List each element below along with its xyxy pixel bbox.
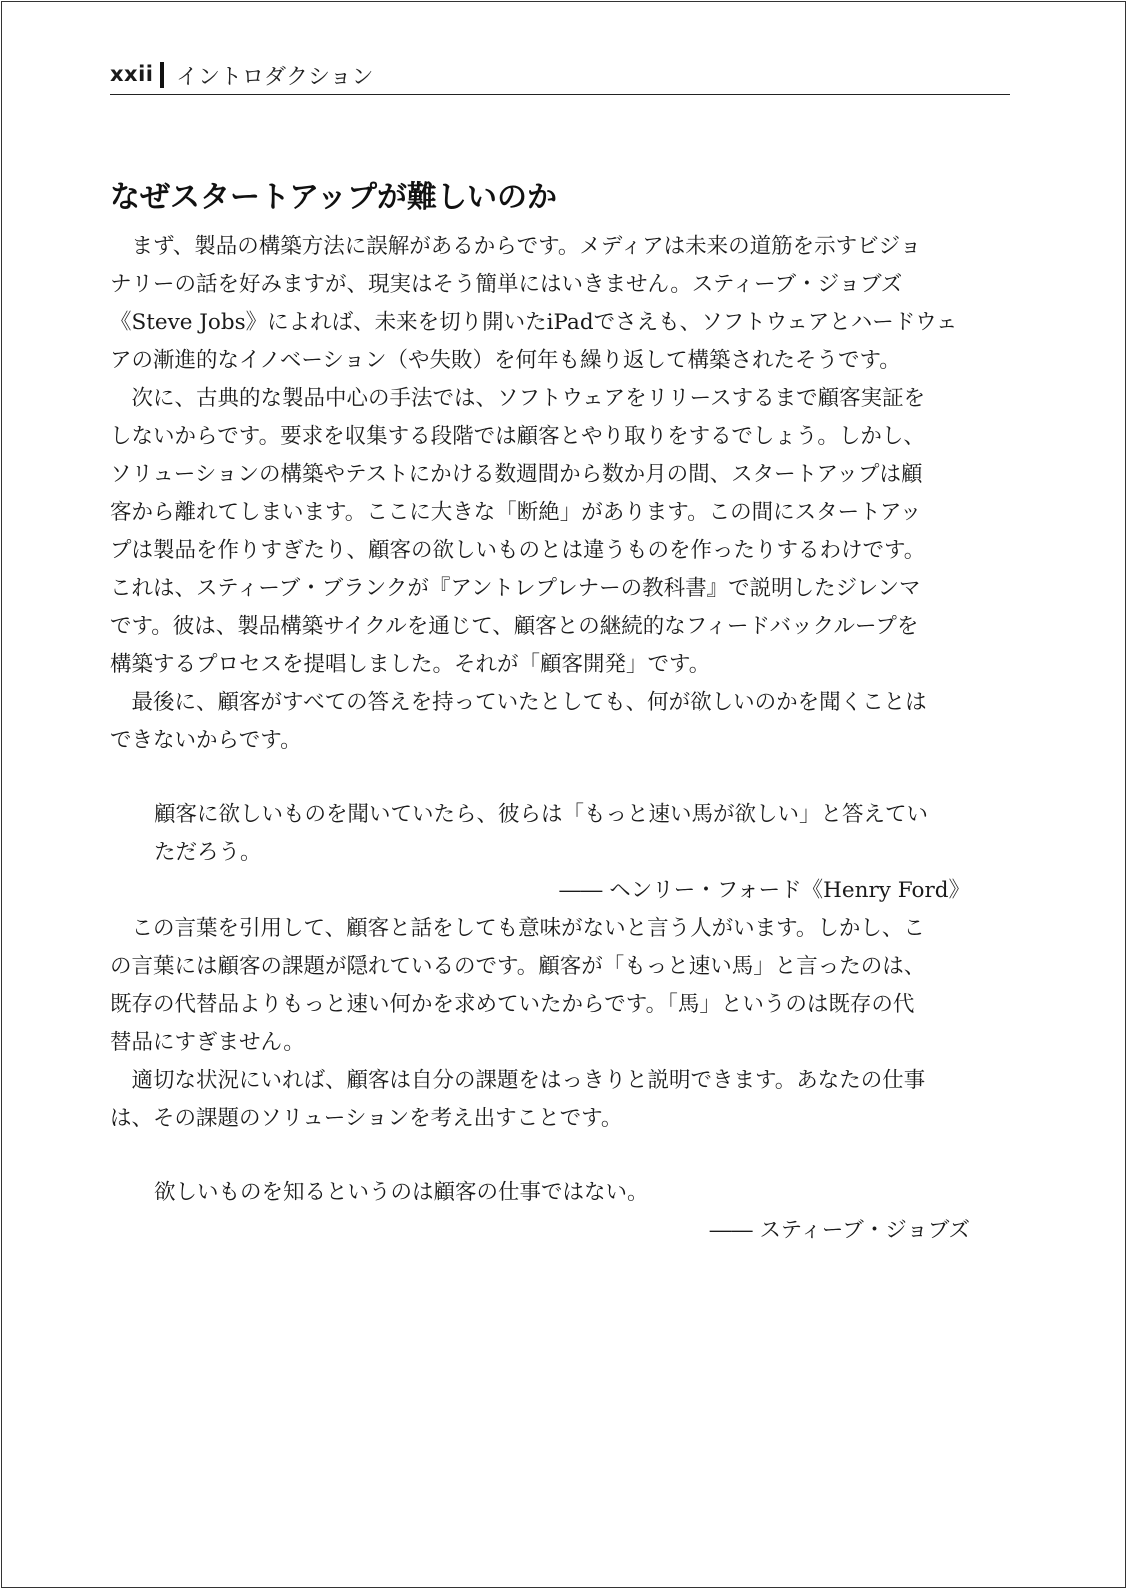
blockquote-ford (110, 796, 1000, 910)
text-line: しないからです。要求を収集する段階では顧客とやり取りをするでしょう。しかし、 (110, 424, 925, 449)
text-line: 替品にすぎません。 (110, 1030, 305, 1055)
text-line: これは、スティーブ・ブランクが『アントレプレナーの教科書』で説明したジレンマ (110, 576, 921, 601)
running-head (110, 58, 1010, 95)
text-line: 次に、古典的な製品中心の手法では、ソフトウェアをリリースするまで顧客実証を (110, 386, 926, 411)
quote-line: 欲しいものを知るというのは顧客の仕事ではない。 (154, 1180, 649, 1205)
page-number: xxii (110, 62, 154, 86)
spacer (110, 1138, 1000, 1174)
paragraph-1 (110, 228, 1000, 380)
text-line: この言葉を引用して、顧客と話をしても意味がないと言う人がいます。しかし、こ (110, 916, 925, 941)
text-line: 構築するプロセスを提唱しました。それが「顧客開発」です。 (110, 652, 711, 677)
blockquote-jobs (110, 1174, 1000, 1250)
text-line: の言葉には顧客の課題が隠れているのです。顧客が「もっと速い馬」と言ったのは、 (110, 954, 926, 979)
text-line: できないからです。 (110, 728, 302, 753)
text-line: ナリーの話を好みますが、現実はそう簡単にはいきません。スティーブ・ジョブズ (110, 272, 903, 297)
body-text (110, 228, 1000, 1250)
paragraph-3 (110, 684, 1000, 760)
text-line: プは製品を作りすぎたり、顧客の欲しいものとは違うものを作ったりするわけです。 (110, 538, 926, 563)
spacer (110, 760, 1000, 796)
text-line: 最後に、顧客がすべての答えを持っていたとしても、何が欲しいのかを聞くことは (110, 690, 927, 715)
text-line: 既存の代替品よりもっと速い何かを求めていたからです。「馬」というのは既存の代 (110, 992, 915, 1017)
section-heading: なぜスタートアップが難しいのか (110, 180, 557, 215)
text-line: まず、製品の構築方法に誤解があるからです。メディアは未来の道筋を示すビジョ (110, 234, 922, 259)
text-line: 客から離れてしまいます。ここに大きな「断絶」があります。この間にスタートアッ (110, 500, 922, 525)
paragraph-5 (110, 1062, 1000, 1138)
quote-line: 顧客に欲しいものを聞いていたら、彼らは「もっと速い馬が欲しい」と答えてい (154, 802, 929, 827)
quote-attribution: ―― スティーブ・ジョブズ (709, 1218, 970, 1243)
text-line: は、その課題のソリューションを考え出すことです。 (110, 1106, 623, 1131)
chapter-title: イントロダクション (176, 65, 374, 90)
text-line: アの漸進的なイノベーション（や失敗）を何年も繰り返して構築されたそうです。 (110, 348, 901, 373)
paragraph-2 (110, 380, 1000, 684)
text-line: です。彼は、製品構築サイクルを通じて、顧客との継続的なフィードバックループを (110, 614, 919, 639)
text-line: 《Steve Jobs》によれば、未来を切り開いたiPadでさえも、ソフトウェアとハードウェ (110, 310, 958, 335)
paragraph-4 (110, 910, 1000, 1062)
quote-line: ただろう。 (154, 840, 262, 865)
quote-attribution: ―― ヘンリー・フォード《Henry Ford》 (559, 878, 970, 903)
text-line: 適切な状況にいれば、顧客は自分の課題をはっきりと説明できます。あなたの仕事 (110, 1068, 926, 1093)
running-head-divider (160, 62, 164, 88)
text-line: ソリューションの構築やテストにかける数週間から数か月の間、スタートアップは顧 (110, 462, 923, 487)
